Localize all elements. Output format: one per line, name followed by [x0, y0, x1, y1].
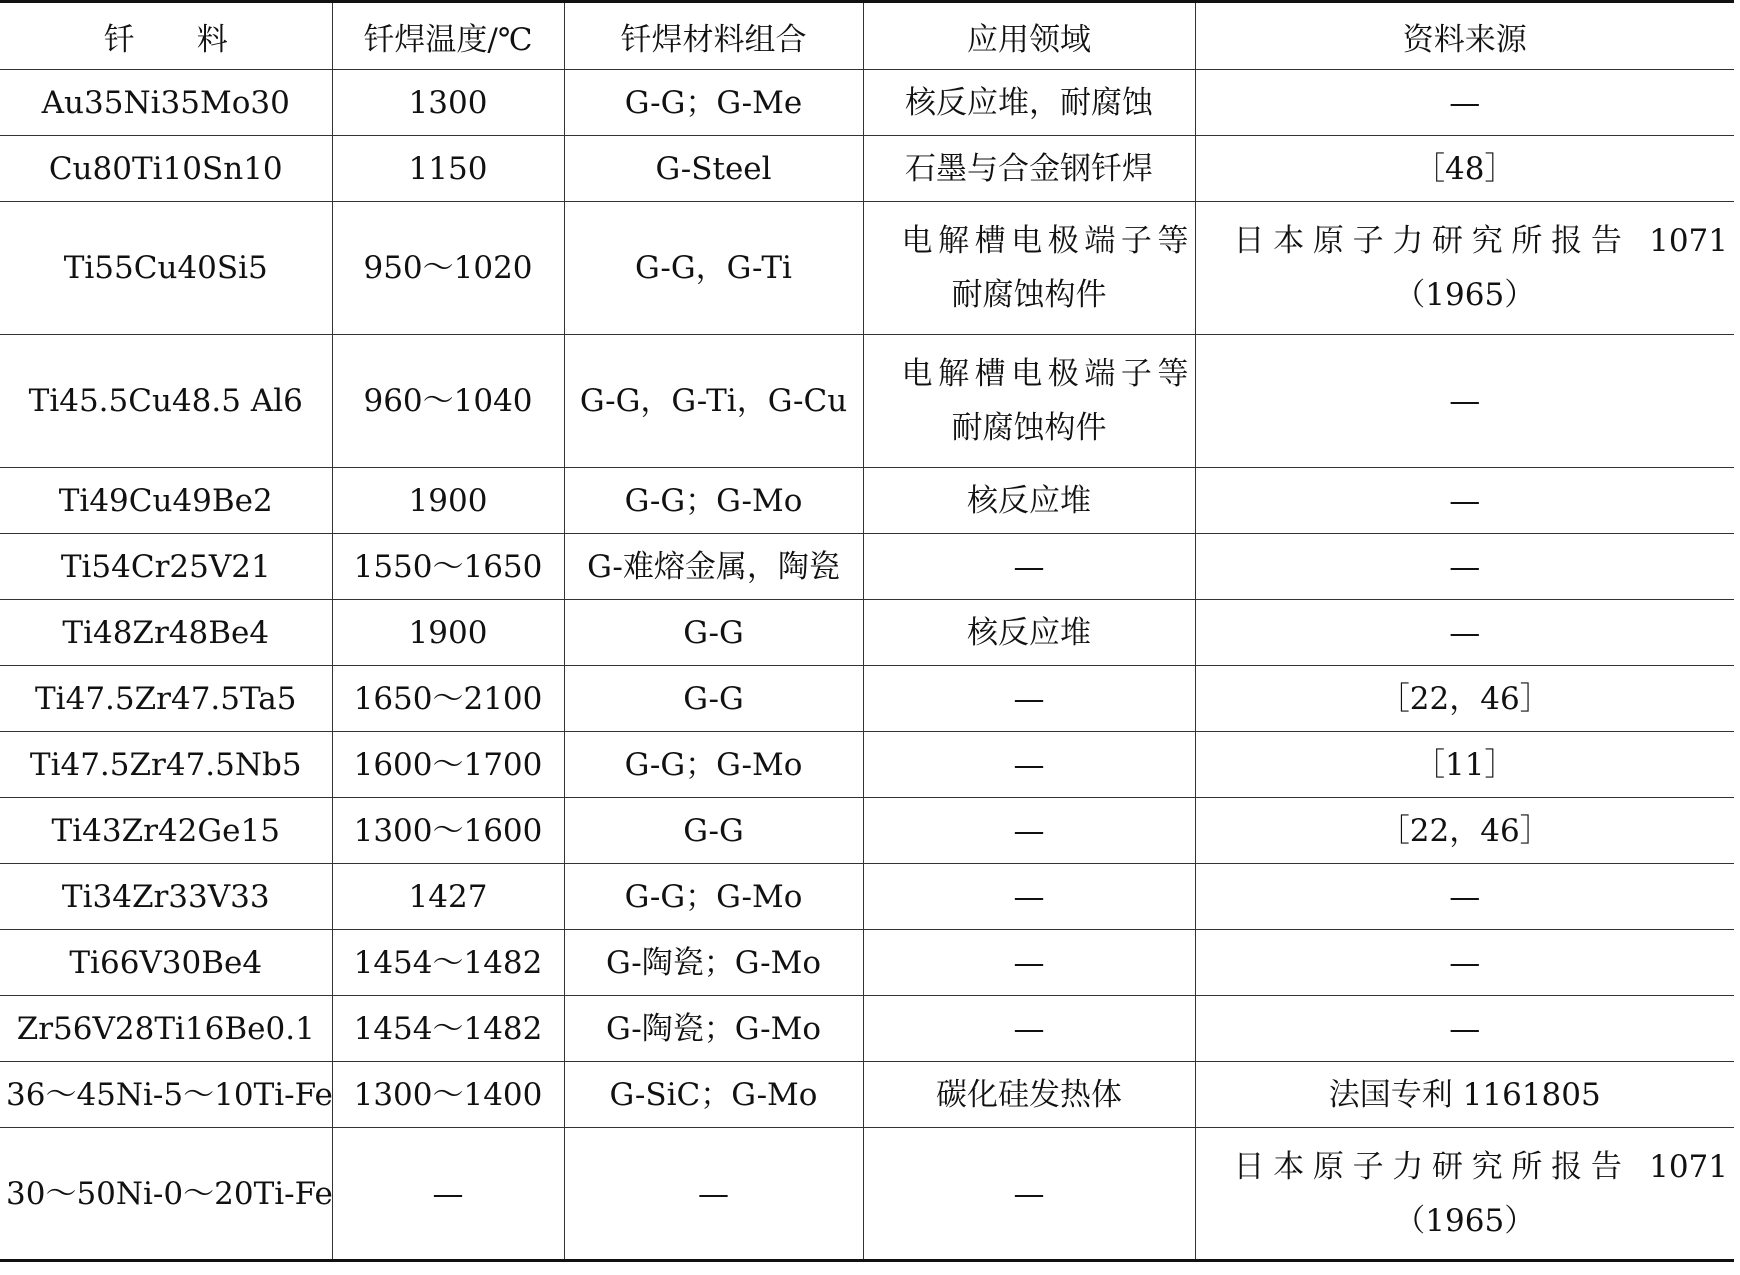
cell-source: — — [1195, 534, 1734, 600]
header-temperature: 钎焊温度/℃ — [332, 2, 564, 70]
cell-source: — — [1195, 996, 1734, 1062]
header-material-combination: 钎焊材料组合 — [564, 2, 863, 70]
cell-temperature: 1427 — [332, 864, 564, 930]
cell-source: — — [1195, 335, 1734, 468]
cell-application: 核反应堆，耐腐蚀 — [863, 70, 1195, 136]
cell-source: — — [1195, 70, 1734, 136]
table-row — [0, 534, 1734, 600]
cell-combination: G-G — [564, 666, 863, 732]
cell-combination: G-G；G-Me — [564, 70, 863, 136]
cell-temperature: 960～1040 — [332, 335, 564, 468]
cell-application: 碳化硅发热体 — [863, 1062, 1195, 1128]
cell-temperature: 1150 — [332, 136, 564, 202]
source-line-1: 日本原子力研究所报告 1071 — [1233, 1148, 1728, 1185]
cell-temperature: 1300 — [332, 70, 564, 136]
cell-temperature: 1900 — [332, 600, 564, 666]
cell-source — [1195, 1128, 1734, 1261]
cell-application: — — [863, 1128, 1195, 1261]
table-row — [0, 468, 1734, 534]
cell-filler: Ti47.5Zr47.5Nb5 — [0, 732, 332, 798]
cell-source: ［22，46］ — [1195, 798, 1734, 864]
cell-combination: — — [564, 1128, 863, 1261]
cell-filler: Ti54Cr25V21 — [0, 534, 332, 600]
cell-filler: Ti55Cu40Si5 — [0, 202, 332, 335]
table-row — [0, 136, 1734, 202]
cell-combination: G-G，G-Ti — [564, 202, 863, 335]
application-line-2: 耐腐蚀构件 — [951, 410, 1107, 446]
cell-filler: Zr56V28Ti16Be0.1 — [0, 996, 332, 1062]
cell-filler: Ti45.5Cu48.5 Al6 — [0, 335, 332, 468]
cell-source: ［48］ — [1195, 136, 1734, 202]
application-line-1: 电解槽电极端子等 — [901, 223, 1189, 259]
cell-application: — — [863, 732, 1195, 798]
table-row — [0, 666, 1734, 732]
cell-filler: Cu80Ti10Sn10 — [0, 136, 332, 202]
cell-combination: G-陶瓷；G-Mo — [564, 930, 863, 996]
cell-filler: Ti66V30Be4 — [0, 930, 332, 996]
cell-temperature: — — [332, 1128, 564, 1261]
cell-combination: G-G — [564, 798, 863, 864]
table-row — [0, 335, 1734, 468]
cell-source: 法国专利 1161805 — [1195, 1062, 1734, 1128]
cell-temperature: 1454～1482 — [332, 996, 564, 1062]
cell-temperature: 1650～2100 — [332, 666, 564, 732]
cell-filler: Ti34Zr33V33 — [0, 864, 332, 930]
cell-application: 核反应堆 — [863, 600, 1195, 666]
cell-temperature: 1550～1650 — [332, 534, 564, 600]
cell-application: — — [863, 996, 1195, 1062]
cell-source: — — [1195, 468, 1734, 534]
cell-temperature: 1300～1400 — [332, 1062, 564, 1128]
table-row — [0, 996, 1734, 1062]
header-filler: 钎 料 — [0, 2, 332, 70]
cell-application: — — [863, 798, 1195, 864]
cell-application — [863, 335, 1195, 468]
table-row — [0, 70, 1734, 136]
source-line-2: （1965） — [1394, 277, 1536, 313]
table-row — [0, 798, 1734, 864]
source-line-2: （1965） — [1394, 1202, 1536, 1239]
table-row — [0, 600, 1734, 666]
cell-temperature: 1300～1600 — [332, 798, 564, 864]
cell-source — [1195, 202, 1734, 335]
source-line-1: 日本原子力研究所报告 1071 — [1233, 223, 1728, 259]
header-source: 资料来源 — [1195, 2, 1734, 70]
cell-temperature: 1600～1700 — [332, 732, 564, 798]
cell-combination: G-G，G-Ti，G-Cu — [564, 335, 863, 468]
cell-filler: Ti47.5Zr47.5Ta5 — [0, 666, 332, 732]
cell-filler: Ti43Zr42Ge15 — [0, 798, 332, 864]
cell-application — [863, 202, 1195, 335]
cell-source: — — [1195, 864, 1734, 930]
cell-filler: Ti49Cu49Be2 — [0, 468, 332, 534]
table-row — [0, 1062, 1734, 1128]
table-row — [0, 1128, 1734, 1261]
cell-combination: G-SiC；G-Mo — [564, 1062, 863, 1128]
cell-source: — — [1195, 930, 1734, 996]
cell-application: — — [863, 666, 1195, 732]
table-row — [0, 732, 1734, 798]
cell-application: — — [863, 534, 1195, 600]
cell-combination: G-难熔金属，陶瓷 — [564, 534, 863, 600]
table-row — [0, 930, 1734, 996]
cell-filler: Ti48Zr48Be4 — [0, 600, 332, 666]
cell-combination: G-陶瓷；G-Mo — [564, 996, 863, 1062]
cell-application: 核反应堆 — [863, 468, 1195, 534]
header-application: 应用领域 — [863, 2, 1195, 70]
cell-combination: G-Steel — [564, 136, 863, 202]
table-header-row — [0, 2, 1734, 70]
cell-temperature: 1454～1482 — [332, 930, 564, 996]
cell-source: ［11］ — [1195, 732, 1734, 798]
cell-combination: G-G；G-Mo — [564, 468, 863, 534]
application-line-2: 耐腐蚀构件 — [951, 277, 1107, 313]
application-line-1: 电解槽电极端子等 — [901, 356, 1189, 392]
cell-filler: 36～45Ni-5～10Ti-Fe — [0, 1062, 332, 1128]
cell-combination: G-G — [564, 600, 863, 666]
cell-application: 石墨与合金钢钎焊 — [863, 136, 1195, 202]
table-row — [0, 864, 1734, 930]
cell-combination: G-G；G-Mo — [564, 864, 863, 930]
cell-application: — — [863, 864, 1195, 930]
cell-combination: G-G；G-Mo — [564, 732, 863, 798]
table-row — [0, 202, 1734, 335]
cell-filler: 30～50Ni-0～20Ti-Fe — [0, 1128, 332, 1261]
cell-filler: Au35Ni35Mo30 — [0, 70, 332, 136]
cell-source: ［22，46］ — [1195, 666, 1734, 732]
cell-temperature: 950～1020 — [332, 202, 564, 335]
cell-source: — — [1195, 600, 1734, 666]
cell-application: — — [863, 930, 1195, 996]
cell-temperature: 1900 — [332, 468, 564, 534]
